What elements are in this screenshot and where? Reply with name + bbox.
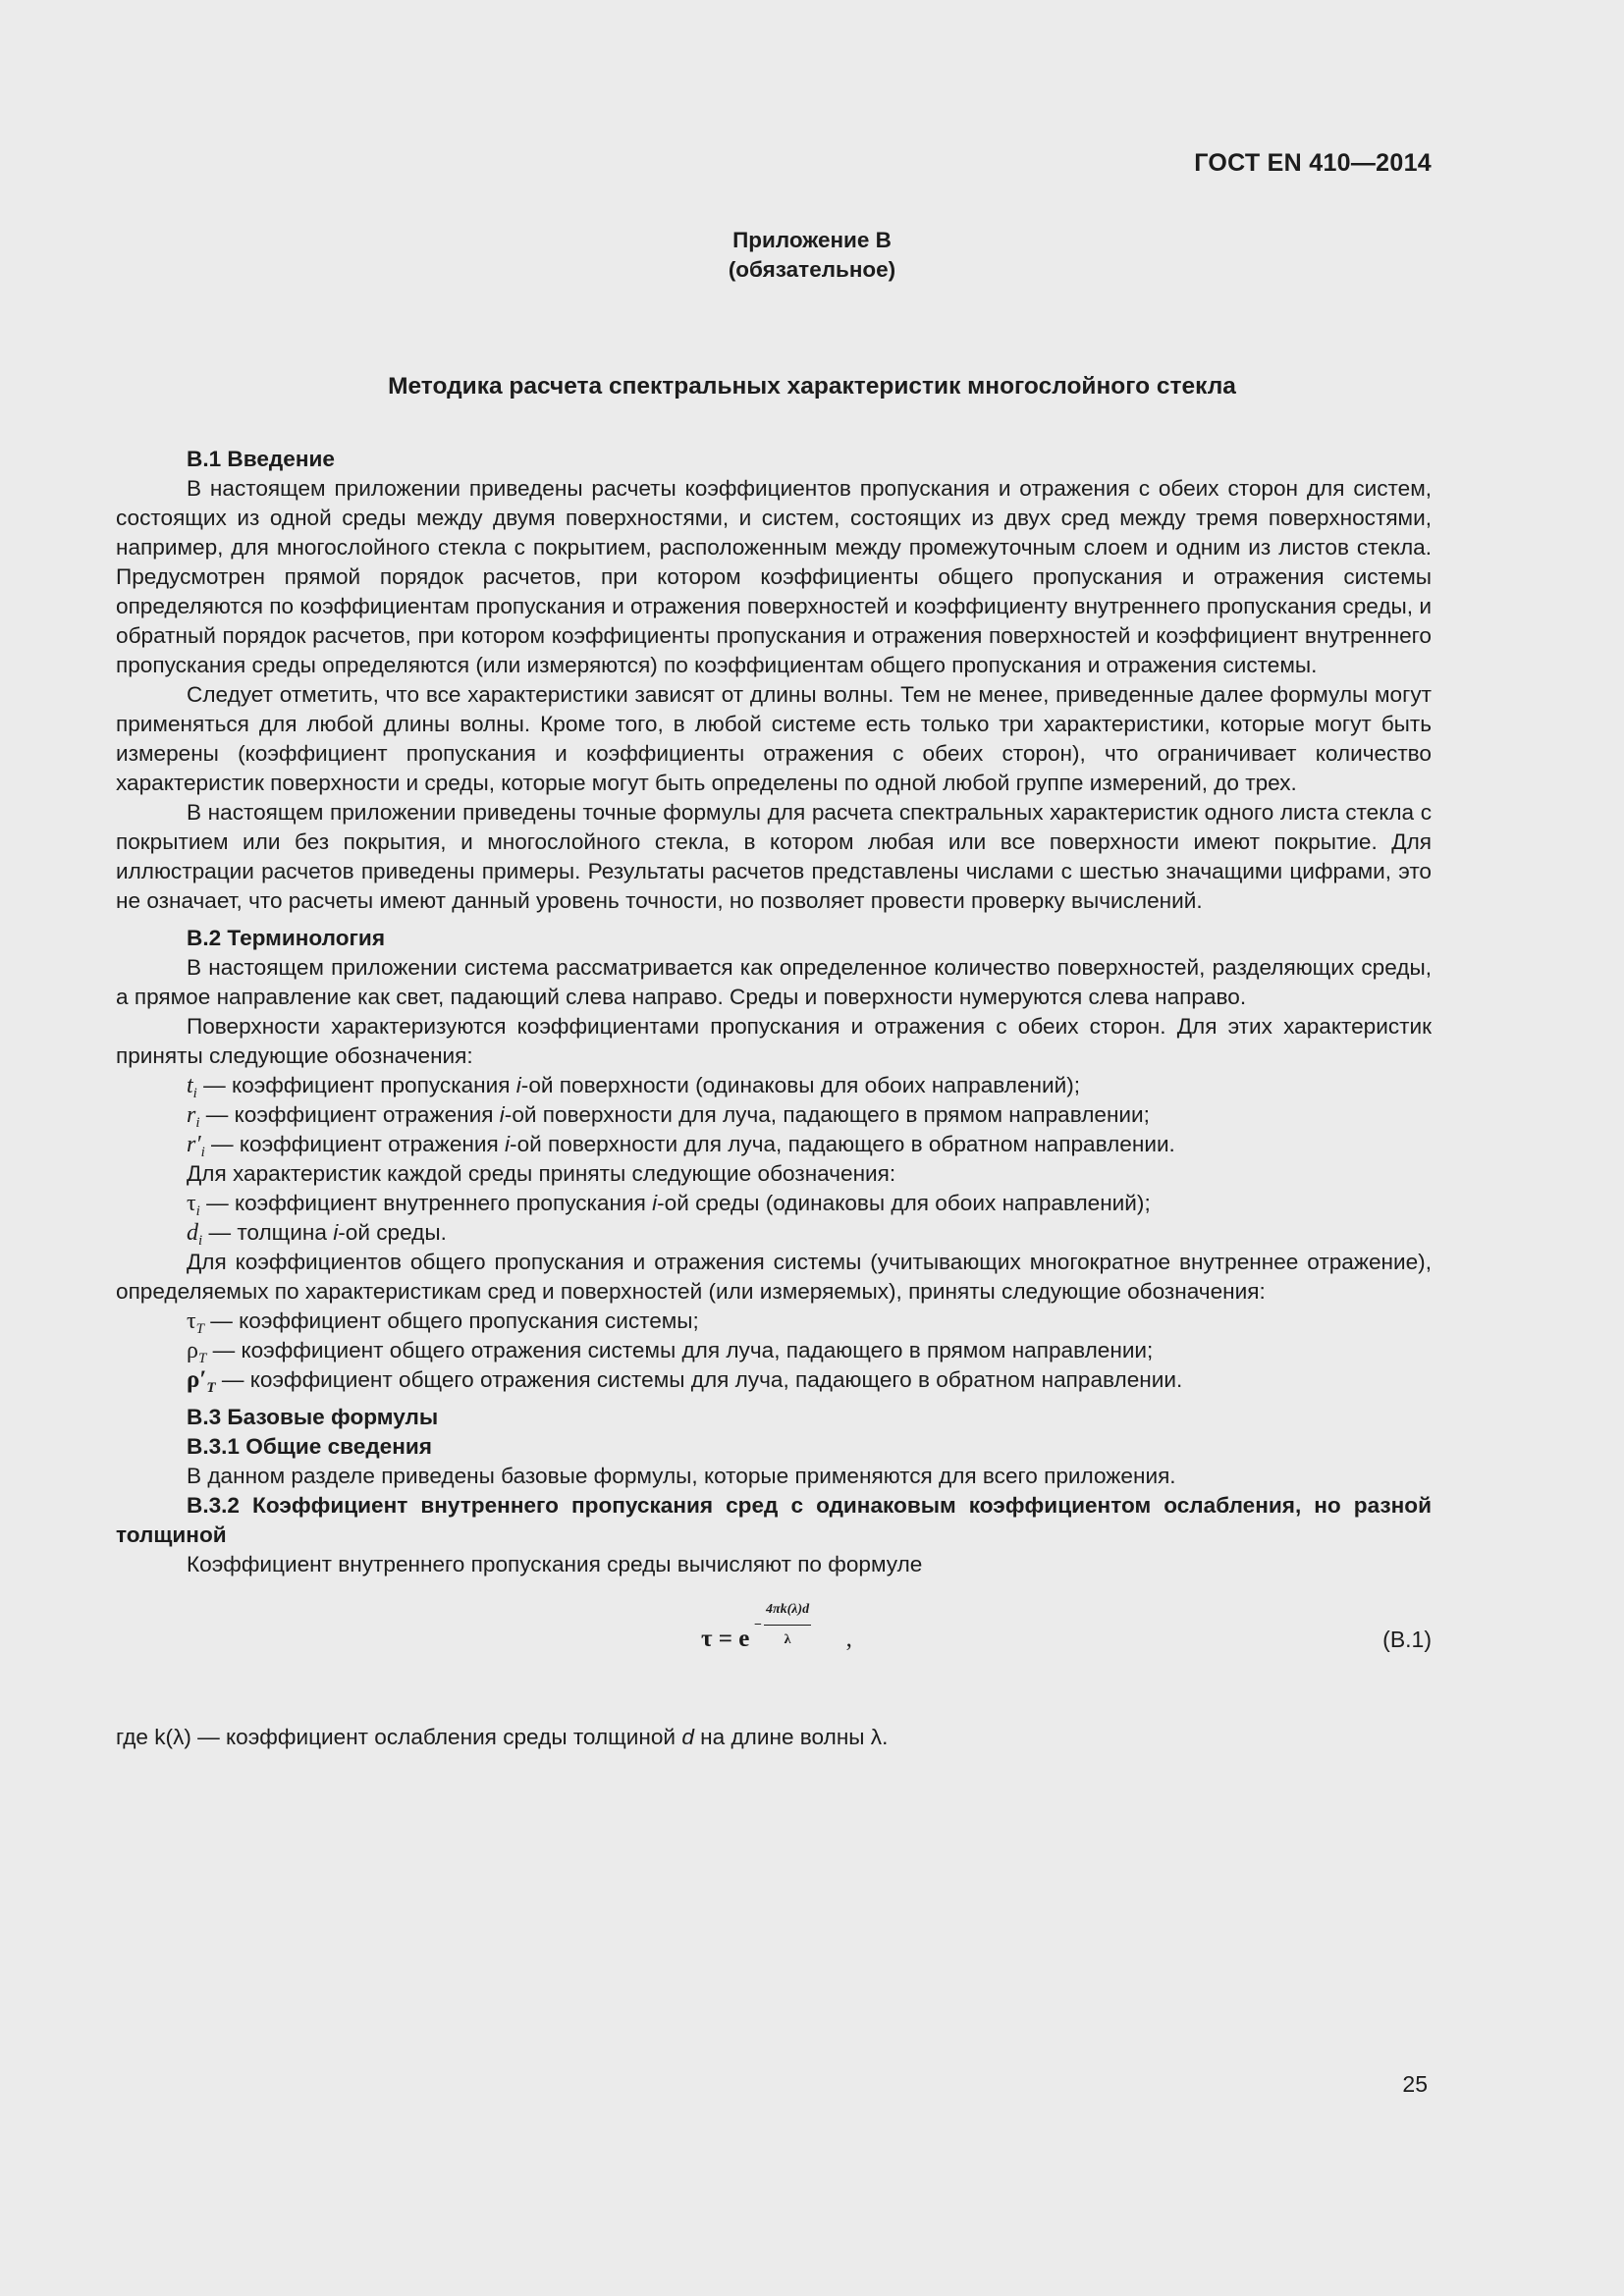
equation-number: (В.1) [1382, 1627, 1432, 1652]
formula-denominator: λ [784, 1632, 791, 1647]
paragraph: Коэффициент внутреннего пропускания среды вычисляют по формуле [187, 1552, 923, 1576]
paragraph: В настоящем приложении приведены точные формулы для расчета спектральных характеристик одного листа стекла с покрытием или без покрытия, и многослойного стекла, в котором любая или все поверхности имеют покрытие. Для иллюстрации расчетов приведены примеры. Результаты расчетов представлены числами с шестью значащими цифрами, это не означает, что расчеты имеют данный уровень точности, но позволяет провести проверку вычислений. [116, 800, 1432, 913]
definition-rho-t: $\rho_T$ — коэффициент общего отражения системы для луча, падающего в прямом направлении; [187, 1338, 1154, 1366]
formula-lhs: τ = e [701, 1626, 750, 1652]
paragraph: В данном разделе приведены базовые формулы, которые применяются для всего приложения. [187, 1464, 1176, 1488]
formula-exponent [754, 1595, 811, 1655]
paragraph: Для характеристик каждой среды приняты следующие обозначения: [187, 1161, 896, 1186]
standard-code: ГОСТ EN 410—2014 [1194, 149, 1432, 177]
paragraph: Следует отметить, что все характеристики зависят от длины волны. Тем не менее, приведенные далее формулы могут применяться для любой длины волны. Кроме того, в любой системе есть только три характеристики, которые могут быть измерены (коэффициент пропускания и коэффициенты отражения с обеих сторон), что ограничивает количество характеристик поверхности и среды, которые могут быть определены по одной любой группе измерений, до трех. [116, 682, 1432, 795]
page-number: 25 [1402, 2071, 1428, 2097]
document-body [116, 445, 1432, 1752]
annex-status: (обязательное) [728, 257, 896, 282]
definition-t: $t_i$ — коэффициент пропускания i-ой поверхности (одинаковы для обоих направлений); [187, 1073, 1081, 1101]
annex-label: Приложение В [732, 228, 892, 252]
subsection-heading: В.3.1 Общие сведения [187, 1434, 432, 1459]
definition-r: $r_i$ — коэффициент отражения i-ой поверхности для луча, падающего в прямом направлении; [187, 1102, 1150, 1131]
paragraph: Поверхности характеризуются коэффициентами пропускания и отражения с обеих сторон. Для этих характеристик приняты следующие обозначения: [116, 1014, 1432, 1068]
where-clause: где k(λ) — коэффициент ослабления среды толщиной d на длине волны λ. [116, 1725, 889, 1749]
paragraph: Для коэффициентов общего пропускания и отражения системы (учитывающих многократное внутреннее отражение), определяемых по характеристикам сред и поверхностей (или измеряемых), приняты следующие обозначения: [116, 1250, 1432, 1304]
formula-numerator: 4πk(λ)d [764, 1595, 811, 1626]
formula-fraction [764, 1595, 811, 1655]
definition-tau-t: $\tau_T$ — коэффициент общего пропускания системы; [187, 1308, 699, 1337]
annex-heading [0, 226, 1624, 285]
formula-minus: − [754, 1617, 762, 1632]
subsection-heading: В.3.2 Коэффициент внутреннего пропускания сред с одинаковым коэффициентом ослабления, но разной толщиной [116, 1493, 1432, 1547]
definition-r-prime: $r'_i$ — коэффициент отражения i-ой поверхности для луча, падающего в обратном направлении. [187, 1132, 1175, 1160]
definition-d: $d_i$ — толщина i-ой среды. [187, 1220, 447, 1249]
section-heading: В.3 Базовые формулы [187, 1405, 439, 1429]
annex-title: Методика расчета спектральных характеристик многослойного стекла [388, 373, 1236, 400]
section-heading: В.1 Введение [187, 447, 335, 471]
definition-tau: $\tau_i$ — коэффициент внутреннего пропускания i-ой среды (одинаковы для обоих направлений); [187, 1191, 1151, 1219]
equation-b1 [116, 1589, 1432, 1709]
paragraph: В настоящем приложении система рассматривается как определенное количество поверхностей, разделяющих среды, а прямое направление как свет, падающий слева направо. Среды и поверхности нумеруются слева направо. [116, 955, 1432, 1009]
formula-comma: , [845, 1626, 852, 1652]
paragraph: В настоящем приложении приведены расчеты коэффициентов пропускания и отражения с обеих сторон для систем, состоящих из одной среды между двумя поверхностями, и систем, состоящих из двух сред между тремя поверхностями, например, для многослойного стекла с покрытием, расположенным между промежуточным слоем и одним из листов стекла. Предусмотрен прямой порядок расчетов, при котором коэффициенты общего пропускания и отражения системы определяются по коэффициентам пропускания и отражения поверхностей и коэффициенту внутреннего пропускания среды, и обратный порядок расчетов, при котором коэффициенты пропускания и отражения поверхностей и коэффициент внутреннего пропускания среды определяются (или измеряются) по коэффициентам общего пропускания и отражения системы. [116, 476, 1432, 677]
definition-rho-t-prime: $\rho'_T$ — коэффициент общего отражения системы для луча, падающего в обратном направлении. [187, 1366, 1183, 1396]
section-heading: В.2 Терминология [187, 926, 386, 950]
